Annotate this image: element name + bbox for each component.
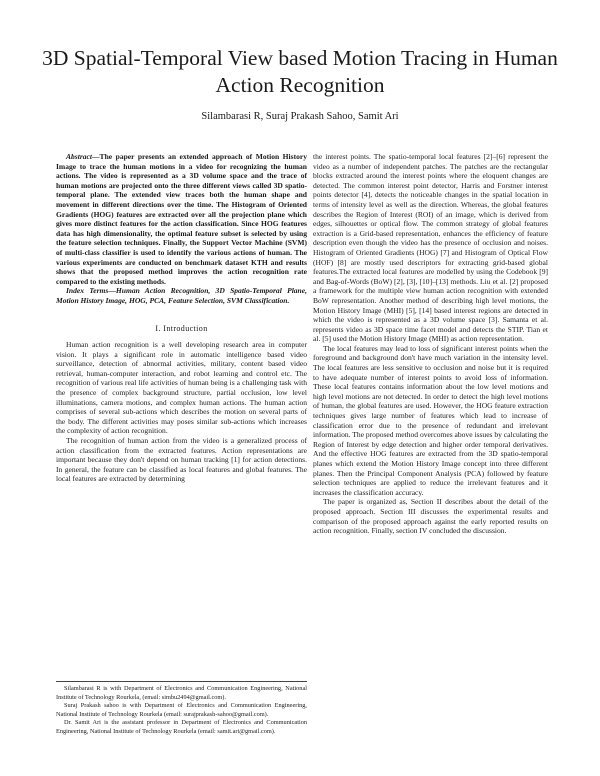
footnote-2: Suraj Prakash sahoo is with Department of Electronics and Communication Engineering, National Institute of Technology Rourkela (email: surajprakash-sahoo@gmail.com). (56, 702, 307, 718)
intro-paragraph-4: The local features may lead to loss of significant interest points when the foreground and background don't have much variation in the intensity level. The local features are less sensitive to occlusion and noise but it is required to have adequate number of interest points to avoid loss of information. These local features contains information about the low level motions and high level motions are not detected. In order to detect the high level motions of human, the global features are used. However, the HOG feature extraction techniques gives large number of features which lead to increase of classification error due to the presence of redundant and irrelevant information. The proposed method overcomes above issues by calculating the Region of Interest by edge detection and higher order temporal derivatives. And the effective HOG features are extracted from the 3D spatio-temporal planes which extend the Motion History Image concept into three different planes. Then the Principal Component Analysis (PCA) followed by feature selection techniques are applied to reduce the irrelevant features and it increases the classification accuracy. (313, 343, 549, 497)
section-heading-introduction: I. Introduction (155, 323, 208, 333)
abstract-label: Abstract (66, 152, 92, 161)
index-terms (56, 286, 307, 305)
intro-paragraph-3: the interest points. The spatio-temporal local features [2]–[6] represent the video as a number of independent patches. The patches are the rectangular blocks extracted around the interest points where the eloquent changes are detected. The common interest point detector, Harris and Forstner interest points detector [4], detects the noticeable changes in the spatial location in terms of intensity level as well as the direction. Whereas, the global features describes the Region of Interest (ROI) of an image, which is derived from edges, silhouettes or optical flow. The common strategy of global features extraction is a Grid-based representation, enhances the efficiency of feature description even though the video has the presence of occlusion and noises. Histogram of Oriented Gradients (HOG) [7] and Histogram of Optical Flow (HOF) [8] are mostly used descriptors for extracting grid-based global features.The extracted local features are modelled by using the Codebook [9] and Bag-of-Words (BoW) [2], [3], [10]–[13] methods. Liu et al. [2] proposed a framework for the multiple view human action recognition with extended BoW representation. Another method of describing high level motions, the Motion History Image (MHI) [5], [14] based interest regions are detected in which the video is represented as a 3D volume space [3]. Samanta et al. represents video as 3D space time facet model and detects the STIP. Tian et al. [5] used the Motion History Image (MHI) as action representation. (313, 152, 548, 344)
left-column (56, 152, 307, 484)
intro-paragraph-5: The paper is organized as, Section II describes about the detail of the proposed approach. Section III discusses the experimental results and comparison of the proposed approach against the early reported results on action recognition. Finally, section IV concluded the discussion. (313, 497, 548, 536)
index-terms-text: —Human Action Recognition, 3D Spatio-Temporal Plane, Motion History Image, HOG, PCA, Feature Selection, SVM Classification. (56, 286, 307, 305)
abstract (56, 152, 307, 286)
paper-title: 3D Spatial-Temporal View based Motion Tracing in Human Action Recognition (42, 46, 558, 97)
author-list: Silambarasi R, Suraj Prakash Sahoo, Samit Ari (201, 111, 399, 122)
footnote-3: Dr. Samit Ari is the assistant professor in Department of Electronics and Communication Engineering, National Institute of Technology Rourkela (email: samit.ari@gmail.com). (56, 719, 307, 735)
author-footnotes (56, 681, 307, 736)
right-column (313, 152, 548, 536)
index-terms-label: Index Terms (66, 286, 109, 296)
footnote-1: Silambarasi R is with Department of Electronics and Communication Engineering, National Institute of Technology Rourkela, (email: simbu2494@gmail.com). (56, 685, 307, 701)
abstract-text: —The paper presents an extended approach of Motion History Image to trace the human motions in a video for recognizing the human actions. The video is represented as a 3D volume space and the trace of human motions are projected onto the three different views called 3D spatio-temporal plane. The extended view traces both the human shape and movement in different directions over the time. The Histogram of Oriented Gradients (HOG) features are extracted over all the projection plane which gives more distinct features for the action classification. Since HOG features data has high dimensionality, the optimal feature subset is selected by using the feature selection techniques. Finally, the Support Vector Machine (SVM) of multi-class classifier is used to identify the various actions of human. The various experiments are conducted on benchmark dataset KTH and results shows that the proposed method improves the action recognition rate compared to the existing methods. (56, 152, 307, 286)
intro-paragraph-1: Human action recognition is a well developing research area in computer vision. It plays a significant role in automatic intelligence based video surveillance, detection of abnormal activities, military, content based video retrieval, human-computer interaction, and robot learning and control etc. The recognition of various real life activities of human being is a challenging task with the presence of complex background structure, partial occlusion, low level illuminations, camera motions, and complex human actions. The human action comprises of several sub-actions which describes the motion on several parts of the body. The different activities may poses similar sub-actions which increases the complexity of action recognition. (56, 340, 307, 436)
intro-paragraph-2: The recognition of human action from the video is a generalized process of action classification from the extracted features. Action representations are important because they don't depend on human tracking [1] for action detections. In general, the feature can be classified as local features and global features. The local features are extracted by determining (56, 436, 307, 484)
